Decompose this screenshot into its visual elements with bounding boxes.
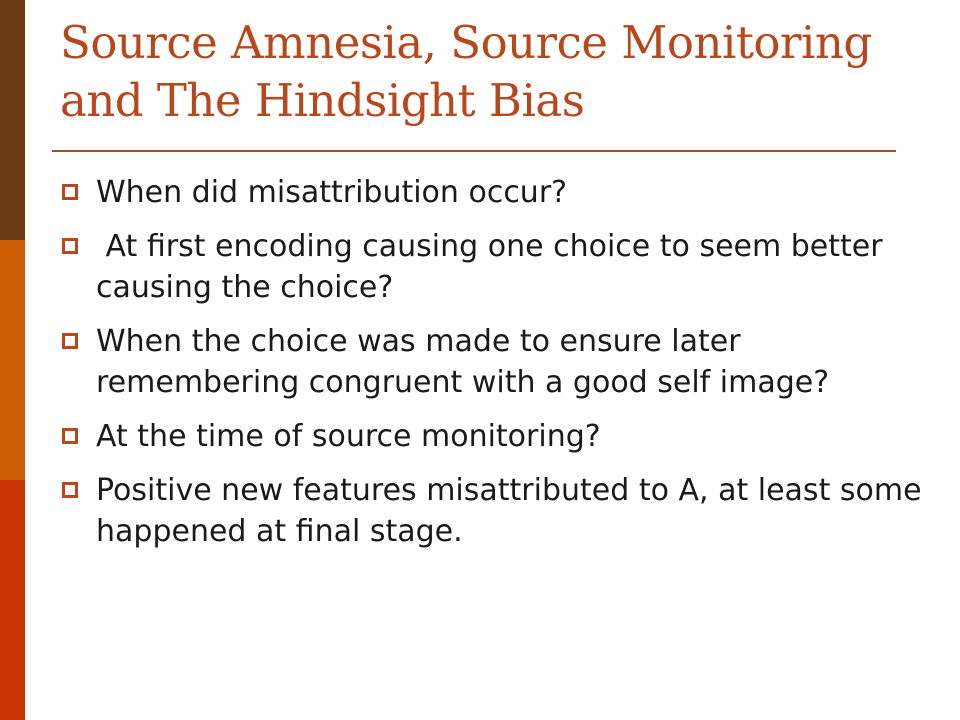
bullet-text: Positive new features misattributed to A, at least some happened at final stage.: [96, 473, 922, 549]
title-divider: [52, 150, 896, 152]
bullet-text: When the choice was made to ensure later remembering congruent with a good self image?: [96, 324, 830, 400]
slide-title: [60, 14, 940, 130]
bullet-item: [60, 416, 930, 457]
square-bullet-icon: [62, 333, 78, 349]
bullet-item: [60, 470, 930, 552]
side-bar-segment-top: [0, 0, 25, 240]
slide-title-line-1: Source Amnesia, Source Monitoring: [60, 16, 872, 69]
square-bullet-icon: [62, 428, 78, 444]
side-bar-segment-bottom: [0, 480, 25, 720]
square-bullet-icon: [62, 238, 78, 254]
bullet-text: At first encoding causing one choice to seem better causing the choice?: [96, 229, 893, 305]
bullet-item: [60, 226, 930, 308]
slide-title-line-2: and The Hindsight Bias: [60, 74, 585, 127]
side-accent-bar: [0, 0, 25, 720]
bullet-text: When did misattribution occur?: [96, 175, 568, 210]
side-bar-segment-middle: [0, 240, 25, 480]
bullet-item: [60, 172, 930, 213]
bullet-list: [60, 172, 930, 565]
bullet-item: [60, 321, 930, 403]
bullet-text: At the time of source monitoring?: [96, 419, 601, 454]
square-bullet-icon: [62, 482, 78, 498]
square-bullet-icon: [62, 184, 78, 200]
